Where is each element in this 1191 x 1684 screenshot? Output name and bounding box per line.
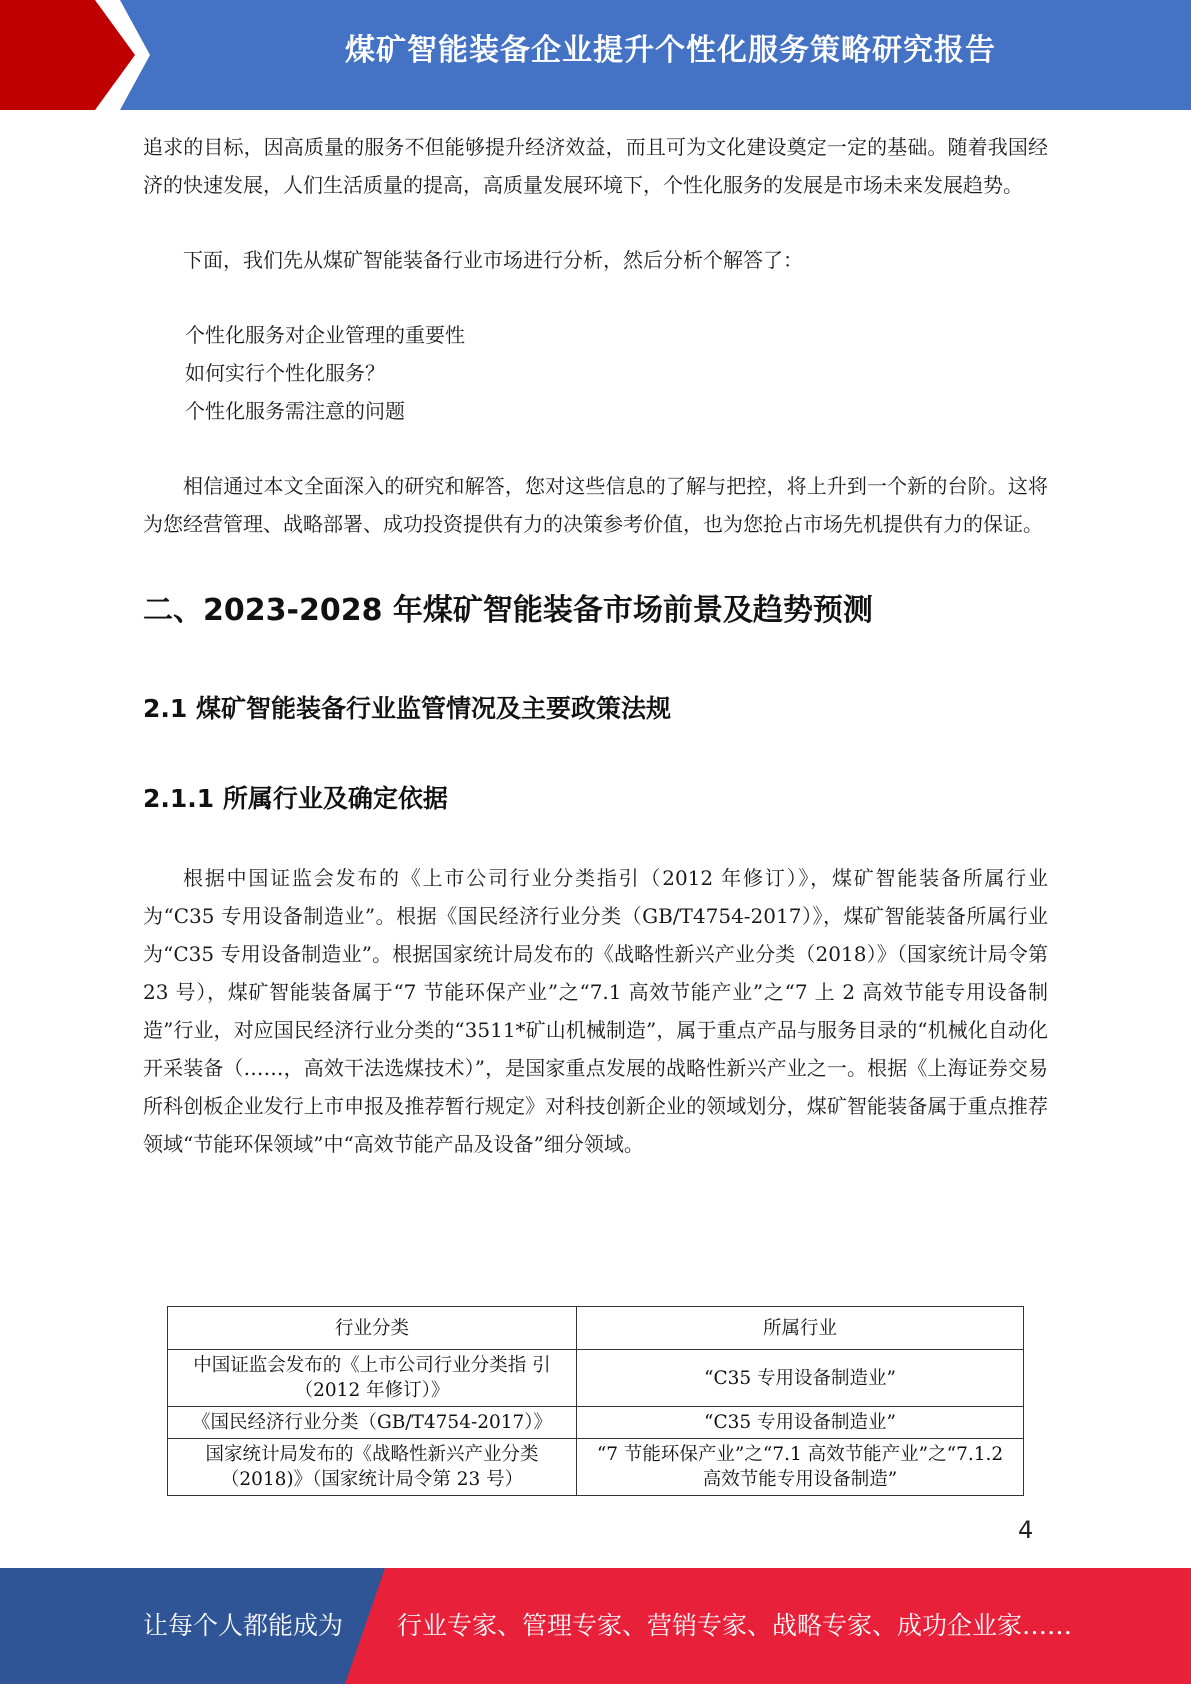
column-header: 所属行业 [577, 1307, 1024, 1350]
list-item: 如何实行个性化服务？ [185, 361, 385, 385]
document-body [143, 128, 1048, 1163]
page-footer [0, 1568, 1191, 1684]
section-heading: 二、2023-2028 年煤矿智能装备市场前景及趋势预测 [143, 593, 873, 628]
report-title: 煤矿智能装备企业提升个性化服务策略研究报告 [345, 33, 996, 68]
footer-slogan-left: 让每个人都能成为 [143, 1611, 344, 1640]
lead-in-paragraph: 下面，我们先从煤矿智能装备行业市场进行分析，然后分析个解答了： [183, 248, 803, 272]
table-cell: “C35 专用设备制造业” [577, 1350, 1024, 1407]
table-cell: “C35 专用设备制造业” [577, 1407, 1024, 1439]
closing-paragraph: 相信通过本文全面深入的研究和解答，您对这些信息的了解与把控，将上升到一个新的台阶。这将为您经营管理、战略部署、成功投资提供有力的决策参考价值，也为您抢占市场先机提供有力的保证。 [143, 474, 1048, 536]
subsection-heading: 2.1 煤矿智能装备行业监管情况及主要政策法规 [143, 694, 671, 723]
table-row [168, 1439, 1024, 1496]
question-list [143, 316, 1048, 430]
column-header: 行业分类 [168, 1307, 577, 1350]
list-item: 个性化服务需注意的问题 [185, 399, 405, 423]
table-cell: 中国证监会发布的《上市公司行业分类指 引（2012 年修订）》 [168, 1350, 577, 1407]
subsubsection-heading: 2.1.1 所属行业及确定依据 [143, 784, 448, 813]
table-row [168, 1407, 1024, 1439]
table-header-row [168, 1307, 1024, 1350]
industry-basis-paragraph: 根据中国证监会发布的《上市公司行业分类指引（2012 年修订）》，煤矿智能装备所属行业为“C35 专用设备制造业”。根据《国民经济行业分类（GB/T4754-2017）》，煤矿智能装备所属行业为“C35 专用设备制造业”。根据国家统计局发布的《战略性新兴产业分类（2018）》（国家统计局令第 23 号），煤矿智能装备属于“7 节能环保产业”之“7.1 高效节能产业”之“7 上 2 高效节能专用设备制造”行业，对应国民经济行业分类的“3511*矿山机械制造”，属于重点产品与服务目录的“机械化自动化开采装备（……，高效干法选煤技术）”，是国家重点发展的战略性新兴产业之一。根据《上海证券交易所科创板企业发行上市申报及推荐暂行规定》对科技创新企业的领域划分，煤矿智能装备属于重点推荐领域“节能环保领域”中“高效节能产品及设备”细分领域。 [143, 866, 1048, 1156]
header-arrow-icon [0, 0, 160, 110]
intro-paragraph: 追求的目标，因高质量的服务不但能够提升经济效益，而且可为文化建设奠定一定的基础。随着我国经济的快速发展，人们生活质量的提高，高质量发展环境下，个性化服务的发展是市场未来发展趋势。 [143, 135, 1048, 197]
table-cell: “7 节能环保产业”之“7.1 高效节能产业”之“7.1.2 高效节能专用设备制造” [577, 1439, 1024, 1496]
table-row [168, 1350, 1024, 1407]
page-header [0, 0, 1191, 110]
table-cell: 《国民经济行业分类（GB/T4754-2017）》 [168, 1407, 577, 1439]
page-number: 4 [1018, 1516, 1034, 1544]
footer-slogan-right: 行业专家、管理专家、营销专家、战略专家、成功企业家…… [397, 1611, 1073, 1640]
industry-classification-table [167, 1306, 1024, 1496]
list-item: 个性化服务对企业管理的重要性 [185, 323, 465, 347]
table-cell: 国家统计局发布的《战略性新兴产业分类（2018)》（国家统计局令第 23 号） [168, 1439, 577, 1496]
